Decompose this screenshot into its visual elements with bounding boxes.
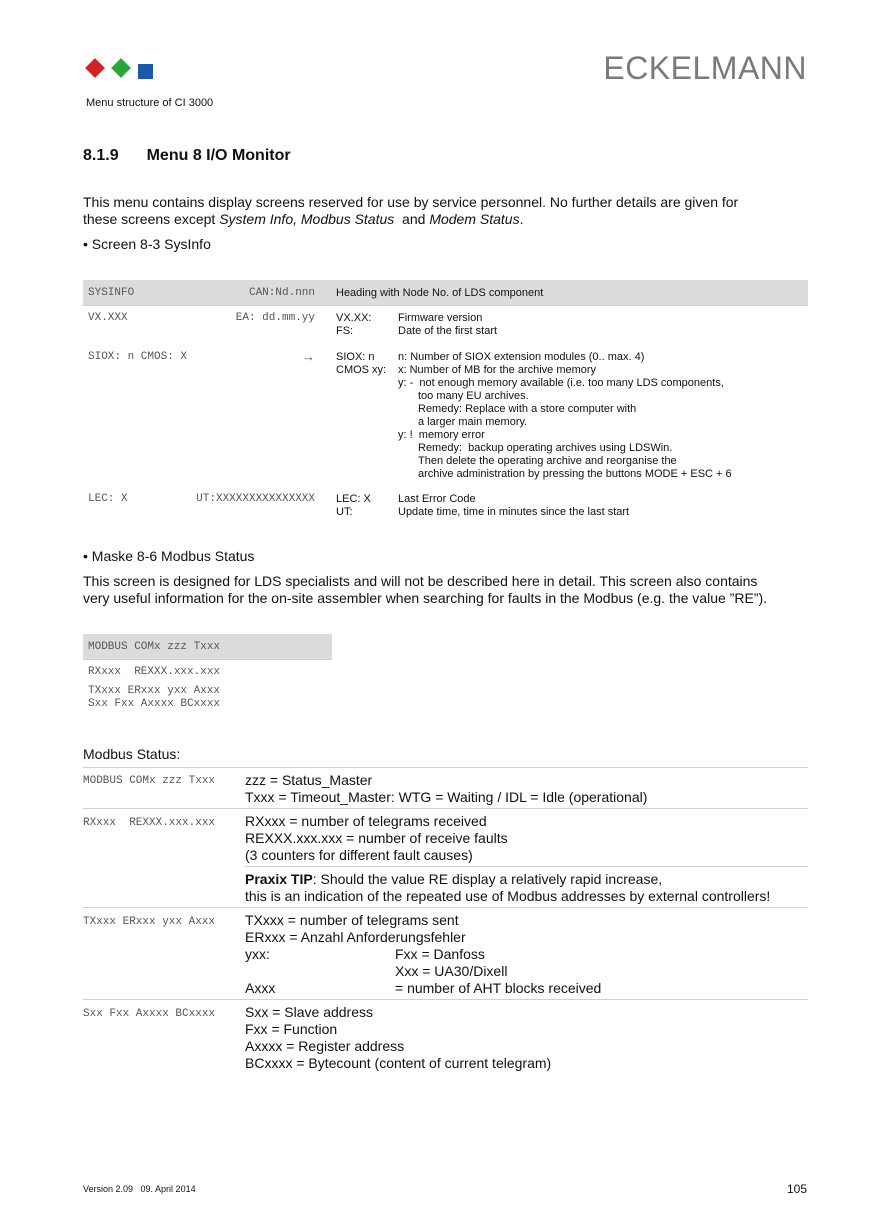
- bullet-modbus: • Maske 8-6 Modbus Status: [83, 548, 255, 564]
- logo-blue-square: [138, 64, 153, 79]
- intro-line-2: these screens except System Info, Modbus Status and Modem Status.: [83, 211, 524, 227]
- arrow-right-icon: →: [302, 349, 315, 364]
- axxx-label: Axxx: [245, 980, 276, 996]
- sysinfo-heading-left: SYSINFO: [88, 287, 135, 299]
- section-title: Menu 8 I/O Monitor: [146, 147, 291, 164]
- status-code: RXxxx REXXX.xxx.xxx: [83, 817, 216, 829]
- modbus-screen-line: Sxx Fxx Axxxx BCxxxx: [88, 698, 221, 710]
- page-number: 105: [786, 1182, 807, 1196]
- sysinfo-row-left: SIOX: n CMOS: X: [88, 351, 188, 363]
- bullet-sysinfo: • Screen 8-3 SysInfo: [83, 236, 211, 252]
- status-desc: TXxxx = number of telegrams sent ERxxx = Anzahl Anforderungsfehler: [245, 912, 466, 945]
- status-desc: RXxxx = number of telegrams received REXXX.xxx.xxx = number of receive faults (3 counters for different fault causes): [245, 813, 508, 863]
- divider: [83, 305, 808, 306]
- sysinfo-heading-desc: Heading with Node No. of LDS component: [336, 287, 544, 299]
- sysinfo-row-desc: Last Error Code Update time, time in minutes since the last start: [398, 493, 630, 518]
- section-heading: [83, 147, 291, 165]
- sysinfo-row-keys: SIOX: n CMOS xy:: [336, 351, 387, 376]
- modbus-intro: This screen is designed for LDS specialists and will not be described here in detail. This screen also contains very useful information for the on-site assembler when searching for faults in the Modbus (e.g. the value ”RE”).: [83, 573, 767, 606]
- section-number: 8.1.9: [83, 147, 119, 164]
- sysinfo-row-right: EA: dd.mm.yy: [235, 312, 315, 324]
- logo: [84, 58, 156, 82]
- sysinfo-row-left: VX.XXX: [88, 312, 128, 324]
- logo-red-diamond: [85, 58, 105, 78]
- sysinfo-row-keys: LEC: X UT:: [336, 493, 371, 518]
- yxx-values: Fxx = Danfoss Xxx = UA30/Dixell: [395, 946, 508, 979]
- modbus-screen-line: TXxxx ERxxx yxx Axxx: [88, 685, 221, 697]
- page-subtitle: Menu structure of CI 3000: [86, 97, 214, 109]
- divider: [245, 866, 808, 867]
- divider: [83, 999, 808, 1000]
- status-desc: Sxx = Slave address Fxx = Function Axxxx = Register address BCxxxx = Bytecount (content of current telegram): [245, 1004, 552, 1071]
- logo-green-diamond: [111, 58, 131, 78]
- intro-paragraph: [83, 194, 803, 228]
- yxx-label: yxx:: [245, 946, 270, 962]
- brand-name: ECKELMANN: [603, 50, 807, 86]
- status-code: MODBUS COMx zzz Txxx: [83, 775, 216, 787]
- footer-version: Version 2.09 09. April 2014: [83, 1184, 196, 1194]
- praxis-tip: Praxix TIP: Should the value RE display a relatively rapid increase, this is an indication of the repeated use of Modbus addresses by external controllers!: [245, 871, 771, 904]
- divider: [83, 767, 808, 768]
- divider: [83, 907, 808, 908]
- sysinfo-row-right: UT:XXXXXXXXXXXXXXX: [196, 493, 315, 505]
- status-code: TXxxx ERxxx yxx Axxx: [83, 916, 216, 928]
- modbus-screen-heading: MODBUS COMx zzz Txxx: [88, 641, 221, 653]
- modbus-status-title: Modbus Status:: [83, 746, 181, 762]
- sysinfo-row-desc: n: Number of SIOX extension modules (0.. max. 4) x: Number of MB for the archive memory y: - not enough memory available (i.e. too many LDS components, too many EU archives. Remedy: Replace with a store computer with a larger main memory. y: ! memory error Remedy: backup operating archives using LDSWin. Then delete the operating archive and reorganise the archive administration by pressing the buttons MODE + ESC + 6: [398, 351, 732, 480]
- status-desc: zzz = Status_Master Txxx = Timeout_Master: WTG = Waiting / IDL = Idle (operational): [245, 772, 648, 805]
- status-code: Sxx Fxx Axxxx BCxxxx: [83, 1008, 216, 1020]
- divider: [83, 659, 332, 660]
- intro-line-1: This menu contains display screens reserved for use by service personnel. No further details are given for: [83, 194, 739, 210]
- axxx-value: = number of AHT blocks received: [395, 980, 602, 996]
- modbus-screen-line: RXxxx REXXX.xxx.xxx: [88, 666, 221, 678]
- sysinfo-heading-right: CAN:Nd.nnn: [248, 287, 315, 299]
- divider: [83, 808, 808, 809]
- sysinfo-row-desc: Firmware version Date of the first start: [398, 312, 498, 337]
- sysinfo-row-keys: VX.XX: FS:: [336, 312, 372, 337]
- sysinfo-row-left: LEC: X: [88, 493, 128, 505]
